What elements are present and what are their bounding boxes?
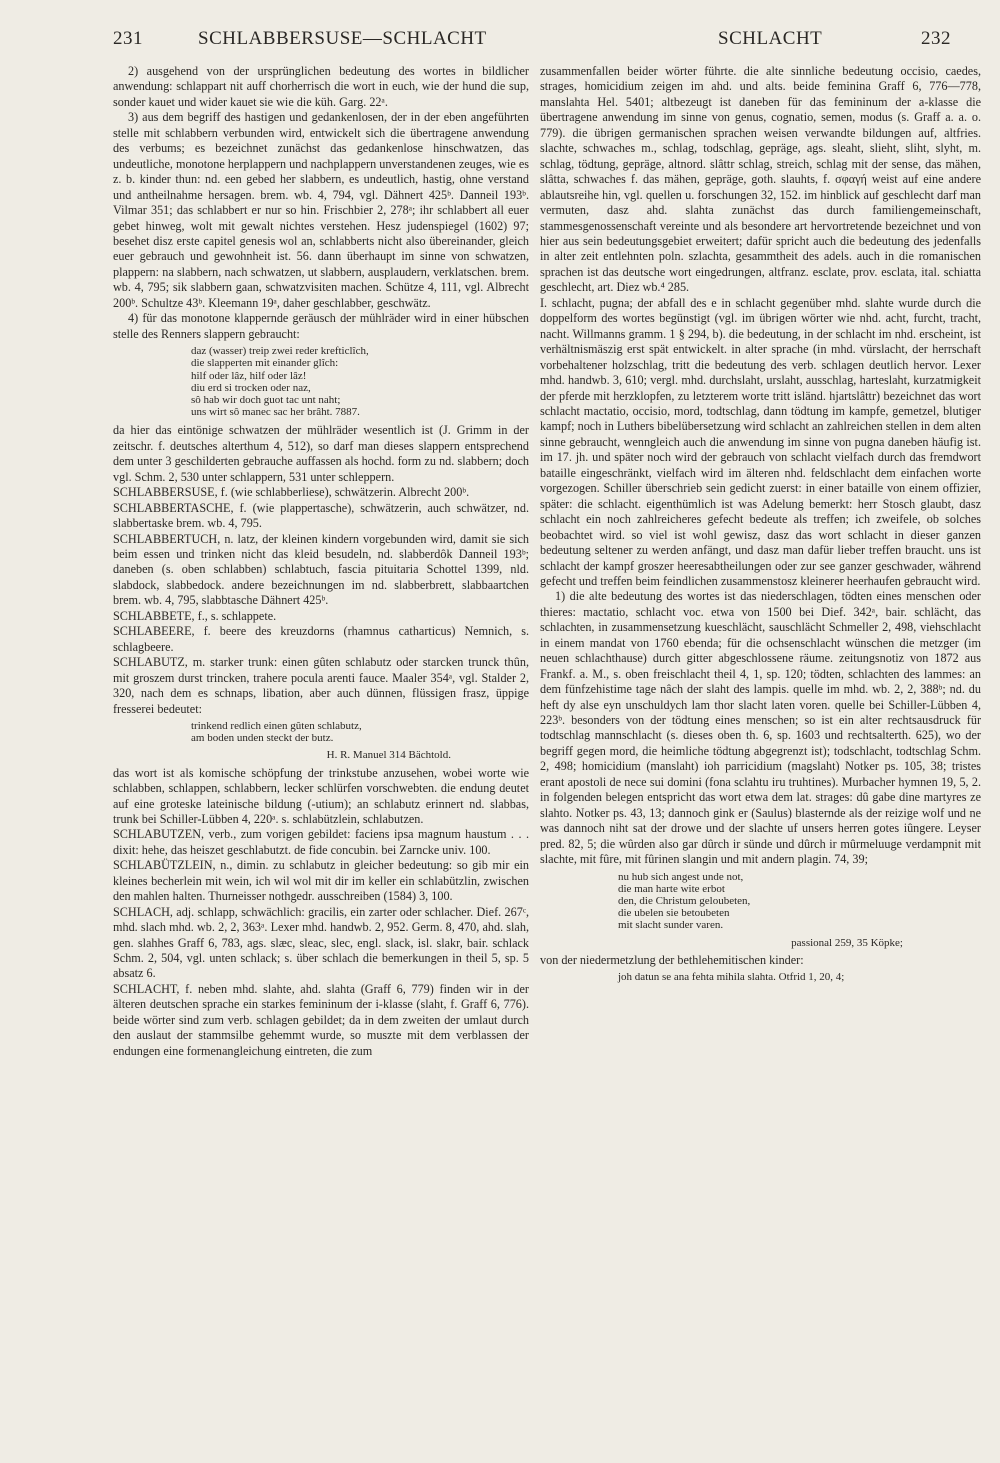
page-number-left: 231 xyxy=(113,28,143,49)
verse-quotation: joh datun se ana fehta mihila slahta. Otfrid 1, 20, 4; xyxy=(618,971,845,984)
right-column xyxy=(540,64,981,1449)
citation-reference: H. R. Manuel 314 Bächtold. xyxy=(326,749,451,762)
running-title-left: SCHLABBERSUSE—SCHLACHT xyxy=(198,28,487,49)
citation-reference: passional 259, 35 Köpke; xyxy=(791,936,903,949)
dictionary-entry: SCHLABBERTUCH, n. latz, der kleinen kindern vorgebunden wird, damit sie sich beim essen und trinken nicht das kleid besudeln, nd. slabberdôk Danneil 193ᵇ; daneben (s. oben schlabben) schlabtuch, fascia pituitaria Schottel 1399, nld. slabdock, slabbedock. andere bezeichnungen im nd. slabberbrett, slabbaartchen brem. wb. 4, 795, slabbtasche Dähnert 425ᵇ. xyxy=(113,531,529,608)
continuation-paragraph: das wort ist als komische schöpfung der trinkstube anzusehen, wobei worte wie schlabben, schlappen, schlabbern, lecker schlürfen vorschwebten. die endung deutet auf eine groteske lateinische bildung (-utium); an schlabutz erinnert nd. slabbas, trunk bei Schiller-Lübben 4, 220ᵃ. s. schlabützlein, schlabutzen. xyxy=(113,765,529,826)
continuation-paragraph: da hier das eintönige schwatzen der mühlräder wesentlich ist (J. Grimm in der zeitschr. f. deutsches alterthum 4, 512), so darf man dieses slappern entsprechend dem unter 3 geschilderten gebrauche auffassen als hochd. form zu nd. slabbern; doch vgl. Schm. 2, 530 unter schlappern, 531 unter schleppern. xyxy=(113,423,529,484)
left-column xyxy=(113,64,529,1449)
dictionary-entry: SCHLACHT, f. neben mhd. slahte, ahd. slahta (Graff 6, 779) finden wir in der älteren deutschen sprache ein starkes femininum der i-klasse (slaht, f. Graff 6, 776). beide wörter sind zum verb. schlagen gebildet; da in dem zweiten der umlaut durch den auslaut der stammsilbe gehemmt wurde, so muszte mit dem verblassen der endungen eine formenangleichung eintreten, die zum xyxy=(113,981,529,1058)
dictionary-entry: SCHLABUTZEN, verb., zum vorigen gebildet: faciens ipsa magnum haustum . . . dixit: hehe, das heiszet geschlabutzt. de fide concubin. bei Zarncke univ. 100. xyxy=(113,827,529,857)
verse-quotation: daz (wasser) treip zwei reder krefticlîch, die slapperten mit einander glîch: hilf oder lâz, hilf oder lâz! diu erd si trocken oder naz, sô hab wir doch guot tac unt naht; uns wirt sô manec sac her brâht. 7887. xyxy=(191,345,369,419)
sense-paragraph: 3) aus dem begriff des hastigen und gedankenlosen, der in der eben angeführten stelle mit schlabbern verbunden wird, entwickelt sich die übertragene anwendung des verbums; es bezeichnet zunächst das gedankenlose hinschwatzen, das undeutliche, monotone herplappern und nachplappern unverstandenen zeuges, wie es z. b. kinder thun: nd. een gebed her slabbern, es undeutlich, hastig, ohne verstand und antheilnahme hersagen. brem. wb. 4, 794, vgl. Dähnert 425ᵇ. Danneil 193ᵇ. Vilmar 351; das schlabbert er nur so hin. Frischbier 2, 278ᵃ; ihr schlabbert all euer gebet hinweg, wolt mit gewalt nichtes verstehen. Hesz judenspiegel (1602) 97; besehet disz erste capitel genesis wol an, schlabberts nicht also übereinander, gleich euer gebrauch und gewohnheit ist. 56. dann überhaupt im sinne von schwatzen, plappern: na slabbern, nach schwatzen, ut slabbern, ausplaudern, verklatschen. brem. wb. 4, 795; sik slabbern gaan, schwatzvisiten machen. Schütze 4, 111, vgl. Albrecht 200ᵇ. Schultze 43ᵇ. Kleemann 19ᵃ, daher geschlabber, geschwätz. xyxy=(113,110,529,310)
continuation-paragraph: von der niedermetzlung der bethlehemitischen kinder: xyxy=(540,952,804,967)
dictionary-entry: SCHLABUTZ, m. starker trunk: einen gûten schlabutz oder starcken trunck thûn, mit groszem durst trincken, trahere pocula arenti fauce. Maaler 354ᵃ, vgl. Stalder 2, 320, nach dem es schnaps, libation, aber auch dünnen, flüssigen frasz, üppige fresserei bedeutet: xyxy=(113,655,529,716)
dictionary-entry: I. schlacht, pugna; der abfall des e in schlacht gegenüber mhd. slahte wurde durch die doppelform des wortes begünstigt (vgl. im übrigen wörter wie nhd. acht, furcht, tracht, nacht. Willmanns gramm. 1 § 294, b). die bedeutung, in der schlacht im nhd. erscheint, ist verhältnismäszig erst spät entwickelt. in alter sprache (in mhd. vürslacht, der herrschaft vorbehaltener holzschlag, tritt die bedeutung des verb. schlagen deutlich hervor. Lexer mhd. handwb. 3, 610; vergl. mhd. durchslaht, urslaht, ausschlag, harteslaht, kurzatmigkeit der pferde mit herzklopfen, zu letzterem worte tritt isländ. hjartslâttr) bezeichnet das wort schlacht mactatio, occisio, mord, todtschlag, dann tödtung im kampfe, gemetzel, blutiger kampf; noch in Luthers bibelübersetzung wird schlacht an zahlreichen stellen in dem alten sinne gebraucht, wenngleich auch die anwendung im sinne von pugna daneben häufig ist. im 17. jh. und später noch wird der gebrauch von schlacht vielfach durch das fremdwort bataille eingeschränkt, vielfach wird im älteren nhd. feldschlacht dem einfachen worte vorgezogen. Schiller überschrieb sein gedicht zuerst: in einer bataille von einem offizier, später: die schlacht. eigenthümlich ist was Adelung bemerkt: herr Stosch glaubt, dasz schlacht ein noch zahlreicheres gefecht bedeute als treffen; ich zweifele, ob solches beobachtet wird. so viel ist wohl gewisz, dasz das wort schlacht in dieser ganzen bedeutung seltener zu werden anfängt, und dasz man dafür lieber treffen braucht. uns ist schlacht der kampf groszer heeresabtheilungen oder zur see ganzer geschwader, während gefecht und treffen beim feindlichen zusammenstosz kleinerer heerhaufen gebraucht wird. xyxy=(540,295,981,588)
running-title-right: SCHLACHT xyxy=(718,28,823,49)
dictionary-entry: SCHLABEERE, f. beere des kreuzdorns (rhamnus catharticus) Nemnich, s. schlagbeere. xyxy=(113,624,529,654)
sense-paragraph: 1) die alte bedeutung des wortes ist das niederschlagen, tödten eines menschen oder thieres: mactatio, schlacht voc. etwa von 1500 bei Dief. 342ᵃ, bair. schlächt, das schlachten, in zusammensetzung kueschlächt, sauschlächt Schmeller 2, 498, viehschlacht in einem mandat von 1760 ebenda; für die ochsenschlacht wünschen die metzger (im neuen schlachthause) durch gitter abgeschlossene räume. zeitungsnotiz von 1872 aus Frankf. a. M., s. oben freischlacht theil 4, 1, sp. 120; tödten, schlachten des lammes: an dem fünfzehistime tage nâch der slaht des lampis. quelle im mhd. wb. 2, 2, 388ᵇ; nd. du heft dy alse eyn unschuldych lam thor slacht laten voren. quelle bei Schiller-Lübben 4, 223ᵇ. besonders von der tödtung eines menschen; so ist ein alter rechtsausdruck für todtschlag mannschlacht (s. dieses oben th. 6, sp. 1603 und rechtsalterth. 625), wo der begriff gegen mord, die heimliche tödtung abgegrenzt ist); todschlacht, todtschlag Schm. 2, 498; homicidium (manslaht) ioh parricidium (magslaht) Notker ps. 105, 38; tristes erant apostoli de nece sui domini (fona sclahtu iru truhtines). Murbacher hymnen 19, 5, 2. in folgenden belegen entspricht das wort etwa dem lat. strages: dû gabe dine martyres ze slahto. Notker ps. 43, 13; dannoch gink er (Saulus) blasternde als der reizige wolf und ne was dannoch niht sat der drowe und der slachte uf unsers herren gotes iûngere. Leyser pred. 82, 5; die wûrden also gar dûrch ir sünde und dûrch ir mûrmeluuge verdampnit mit slachte, mit fûre, mit fûrinen slangin und mit andern plagin. 74, 39; xyxy=(540,589,981,867)
sense-paragraph: 4) für das monotone klappernde geräusch der mühlräder wird in einer hübschen stelle des Renners slappern gebraucht: xyxy=(113,311,529,341)
dictionary-entry: SCHLACH, adj. schlapp, schwächlich: gracilis, ein zarter oder schlacher. Dief. 267ᶜ, mhd. slach mhd. wb. 2, 2, 363ᵃ. Lexer mhd. handwb. 2, 952. Germ. 8, 470, ahd. slah, gen. slahhes Graff 6, 783, ags. slæc, sleac, slec, engl. slack, isl. slakr, bair. schlack Schm. 2, 504, vgl. unten schlack; s. über schlach die bemerkungen in theil 5, sp. 5 absatz 6. xyxy=(113,904,529,981)
verse-quotation: trinkend redlich einen gûten schlabutz, am boden unden steckt der butz. xyxy=(191,719,362,745)
dictionary-entry: SCHLABBERSUSE, f. (wie schlabberliese), schwätzerin. Albrecht 200ᵇ. xyxy=(113,485,470,500)
running-header xyxy=(0,0,1000,68)
dictionary-entry: SCHLABBETE, f., s. schlappete. xyxy=(113,608,277,623)
sense-paragraph: 2) ausgehend von der ursprünglichen bedeutung des wortes in bildlicher anwendung: schlappart nit auff chorherrisch die wort in euch, wie der hund die sup, sonder kauet und wider kauet sie wie die küh. Garg. 22ᵃ. xyxy=(113,64,529,109)
dictionary-entry: SCHLABÜTZLEIN, n., dimin. zu schlabutz in gleicher bedeutung: so gib mir ein kleines becherlein mit wein, ich wil wol mit dir im keller ein schlabützlin, zwischen den mahlen halten. Thurneisser nothgedr. ausschreiben (1584) 3, 100. xyxy=(113,858,529,904)
page-number-right: 232 xyxy=(921,28,951,49)
continuation-paragraph: zusammenfallen beider wörter führte. die alte sinnliche bedeutung occisio, caedes, strages, homicidium zeigen im ahd. und alts. beide feminina Graff 6, 776—778, manslahta Hel. 5401; altbezeugt ist daneben für das femininum der a-klasse die übertragene anwendung im sinne von genus, cognatio, semen, modus (s. Graff a. a. o. 779). die übrigen germanischen sprachen weisen verwandte bildungen auf, altfries. slachte, schwaches m., schlag, todschlag, gepräge, ags. sleaht, slieht, sliht, slyht, m. schlag, tödtung, gepräge, altnord. slâttr schlag, streich, schlag mit der sense, das mähen, slâtta, schwaches f. das mähen, gepräge, goth. slauhts, f. σφαγή weist auf eine andere ablautsreihe hin, vgl. quellen u. forschungen 32, 152. im hinblick auf geschlecht darf man vermuten, dasz ahd. slahta zunächst das durch familiengemeinschaft, stammesgenossenschaft vereinte und als besondere art hervortretende bezeichnet und von hier aus sein bedeutungsgebiet erweitert; dafür spricht auch die bedeutung des jedenfalls in alter zeit entlehnten poln. szlachta, gesammtheit des adels. auch in die romanischen sprachen ist das deutsche wort eingedrungen, altfranz. esclate, prov. esclata, ital. schiatta geschlecht, art. Diez wb.⁴ 285. xyxy=(540,64,981,295)
verse-quotation: nu hub sich angest unde not, die man harte wite erbot den, die Christum geloubeten, die ubelen sie betoubeten mit slacht sunder varen. xyxy=(618,870,751,932)
dictionary-entry: SCHLABBERTASCHE, f. (wie plappertasche), schwätzerin, auch schwätzer, nd. slabbertaske brem. wb. 4, 795. xyxy=(113,500,529,531)
